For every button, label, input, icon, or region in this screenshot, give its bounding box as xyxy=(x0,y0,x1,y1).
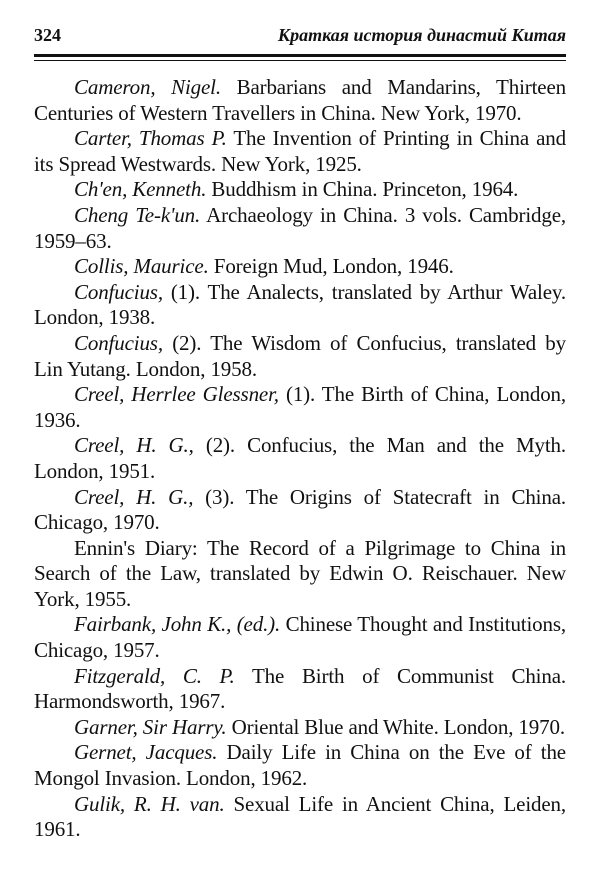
entry-text: (1). The Analects, translated by Arthur Waley. London, 1938. xyxy=(34,279,566,330)
entry-author: Cheng Te-k'un. xyxy=(74,202,201,227)
bibliography-entry xyxy=(34,792,566,843)
entry-author: Fairbank, John K., (ed.). xyxy=(74,612,281,637)
entry-text: (2). Confucius, the Man and the Myth. London, 1951. xyxy=(34,433,566,483)
entry-text: Oriental Blue and White. London, 1970. xyxy=(226,714,565,739)
entry-author: Confucius, xyxy=(74,330,163,355)
bibliography-entry xyxy=(34,740,566,791)
entry-author: Creel, Herrlee Glessner, xyxy=(74,382,279,407)
bibliography-entry xyxy=(34,382,566,433)
entry-author: Creel, H. G., xyxy=(74,484,194,509)
entry-author: Collis, Maurice. xyxy=(74,254,209,279)
entry-text: The Birth of Communist China. Harmondsworth, 1967. xyxy=(34,663,566,714)
bibliography-entry xyxy=(34,715,566,741)
entry-text: Archaeology in China. 3 vols. Cambridge, 1959–63. xyxy=(34,202,566,253)
entry-text: (1). The Birth of China, London, 1936. xyxy=(34,382,566,432)
page-header xyxy=(34,24,566,54)
bibliography-entry xyxy=(34,664,566,715)
header-rule-thick xyxy=(34,54,566,57)
bibliography-entry xyxy=(34,433,566,484)
entry-text: (2). The Wisdom of Confucius, translated by Lin Yutang. London, 1958. xyxy=(34,330,566,381)
bibliography-entry xyxy=(34,254,566,280)
entry-author: Garner, Sir Harry. xyxy=(74,714,227,739)
bibliography-entry xyxy=(34,331,566,382)
entry-author: Gernet, Jacques. xyxy=(74,740,218,765)
entry-author: Creel, H. G., xyxy=(74,433,194,458)
entry-text: Ennin's Diary: The Record of a Pilgrimage to China in Search of the Law, translated by Edwin O. Reischauer. New York, 1955. xyxy=(34,535,566,611)
entry-author: Gulik, R. H. van. xyxy=(74,791,225,816)
bibliography-entry xyxy=(34,126,566,177)
bibliography-entry xyxy=(34,536,566,613)
entry-author: Cameron, Nigel. xyxy=(74,75,221,99)
running-head: Краткая история династий Китая xyxy=(277,25,566,45)
entry-text: Chinese Thought and Institutions, Chicago, 1957. xyxy=(34,612,566,663)
header-rule-thin xyxy=(34,60,566,61)
entry-author: Confucius, xyxy=(74,279,163,304)
bibliography-entry xyxy=(34,485,566,536)
bibliography-entry xyxy=(34,75,566,126)
entry-text: The Invention of Printing in China and its Spread Westwards. New York, 1925. xyxy=(34,126,566,176)
entry-author: Ch'en, Kenneth. xyxy=(74,177,207,202)
entry-author: Fitzgerald, C. P. xyxy=(74,663,235,688)
entry-text: Sexual Life in Ancient China, Leiden, 1961. xyxy=(34,791,566,842)
entry-author: Carter, Thomas P. xyxy=(74,126,227,151)
entry-text: Buddhism in China. Princeton, 1964. xyxy=(206,177,519,202)
entry-text: Barbarians and Mandarins, Thirteen Centuries of Western Travellers in China. New York, 1970. xyxy=(34,75,566,125)
entry-text: (3). The Origins of Statecraft in China. Chicago, 1970. xyxy=(34,484,566,535)
bibliography-list xyxy=(34,75,566,843)
bibliography-entry xyxy=(34,612,566,663)
page-number: 324 xyxy=(34,25,61,45)
entry-text: Foreign Mud, London, 1946. xyxy=(208,254,454,279)
bibliography-entry xyxy=(34,177,566,203)
bibliography-entry xyxy=(34,203,566,254)
entry-text: Daily Life in China on the Eve of the Mongol Invasion. London, 1962. xyxy=(34,740,566,791)
bibliography-entry xyxy=(34,280,566,331)
